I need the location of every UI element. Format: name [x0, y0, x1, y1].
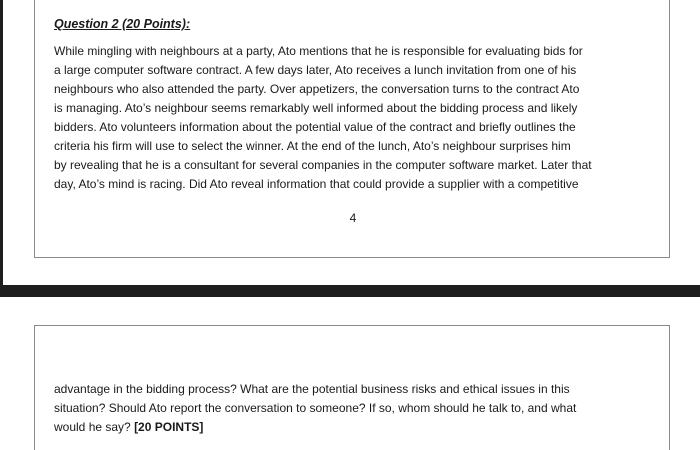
- question-paragraph-page-5: [54, 380, 620, 437]
- paragraph-line: While mingling with neighbours at a party, Ato mentions that he is responsible for evaluating bids for: [54, 44, 583, 58]
- viewer-left-edge: [0, 0, 3, 285]
- paragraph-last-line: [54, 418, 620, 437]
- paragraph-line: neighbours who also attended the party. Over appetizers, the conversation turns to the contract Ato: [54, 82, 580, 96]
- paragraph-line: by revealing that he is a consultant for several companies in the computer software market. Later that: [54, 158, 592, 172]
- paragraph-line-text: would he say?: [54, 420, 131, 434]
- page-separator: [0, 285, 700, 297]
- paragraph-line: bidders. Ato volunteers information about the potential value of the contract and briefly outlines the: [54, 120, 576, 134]
- question-paragraph-page-4: [54, 42, 620, 194]
- paragraph-line: advantage in the bidding process? What are the potential business risks and ethical issues in this: [54, 382, 570, 396]
- paragraph-line: is managing. Ato’s neighbour seems remarkably well informed about the bidding process and likely: [54, 101, 578, 115]
- paragraph-line: a large computer software contract. A few days later, Ato receives a lunch invitation from one of his: [54, 63, 577, 77]
- page-number: 4: [349, 211, 357, 225]
- points-tag: [20 POINTS]: [134, 420, 204, 434]
- paragraph-line: criteria his firm will use to select the winner. At the end of the lunch, Ato’s neighbour surprises him: [54, 139, 571, 153]
- paragraph-line: situation? Should Ato report the conversation to someone? If so, whom should he talk to, and what: [54, 401, 577, 415]
- question-heading: Question 2 (20 Points):: [54, 17, 191, 31]
- paragraph-line: day, Ato’s mind is racing. Did Ato reveal information that could provide a supplier with a competitive: [54, 177, 579, 191]
